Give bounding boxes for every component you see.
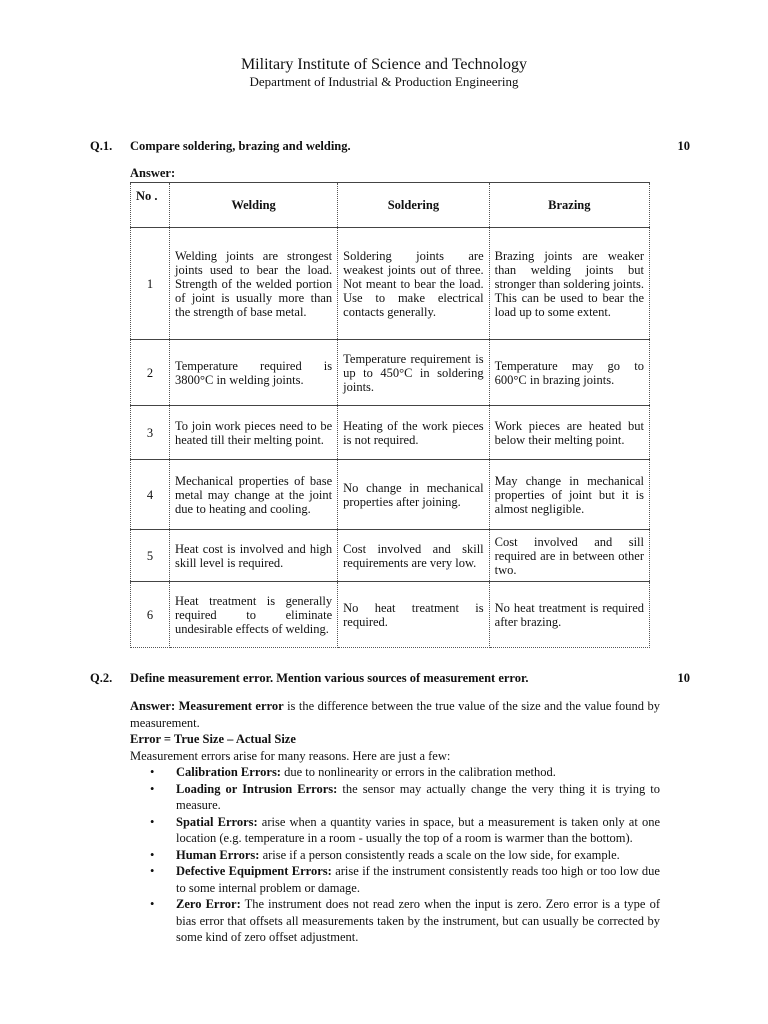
row-number: 3 [131, 406, 170, 460]
table-row [131, 530, 650, 582]
soldering-cell: No heat treatment is required. [338, 582, 490, 648]
row-number: 6 [131, 582, 170, 648]
brazing-cell: May change in mechanical properties of joint but it is almost negligible. [489, 460, 649, 530]
source-name: Spatial Errors: [176, 814, 258, 829]
header-brazing: Brazing [489, 183, 649, 228]
row-number: 2 [131, 340, 170, 406]
source-name: Calibration Errors: [176, 765, 281, 779]
answer-2-definition [130, 698, 660, 731]
brazing-cell: Cost involved and sill required are in between other two. [489, 530, 649, 582]
sources-intro: Measurement errors arise for many reasons. Here are just a few: [130, 748, 451, 763]
source-desc: The instrument does not read zero when the input is zero. Zero error is a type of bias error that offsets all measurements taken by the instrument, but can usually be corrected by some kind of zero offset adjustment. [176, 897, 660, 944]
table-row [131, 340, 650, 406]
source-name: Human Errors: [176, 847, 260, 862]
department-subtitle: Department of Industrial & Production Engineering [249, 74, 519, 89]
list-item [130, 863, 660, 896]
bullet-icon: • [150, 781, 155, 796]
soldering-cell: Soldering joints are weakest joints out of three. Not meant to bear the load. Use to make electrical contacts generally. [338, 228, 490, 340]
bullet-icon: • [150, 814, 155, 829]
institute-title: Military Institute of Science and Technology [240, 56, 528, 73]
comparison-table [130, 182, 650, 648]
welding-cell: Temperature required is 3800°C in welding joints. [170, 340, 338, 406]
question-2-text: Define measurement error. Mention various sources of measurement error. [130, 671, 529, 685]
soldering-cell: Temperature requirement is up to 450°C in soldering joints. [338, 340, 490, 406]
row-number: 5 [131, 530, 170, 582]
header-no: No . [131, 183, 170, 228]
source-name: Defective Equipment Errors: [176, 864, 332, 878]
brazing-cell: No heat treatment is required after brazing. [489, 582, 649, 648]
error-sources-list [130, 764, 660, 946]
brazing-cell: Work pieces are heated but below their melting point. [489, 406, 649, 460]
welding-cell: Mechanical properties of base metal may change at the joint due to heating and cooling. [170, 460, 338, 530]
question-1-marks: 10 [677, 139, 690, 153]
source-name: Zero Error: [176, 897, 241, 911]
brazing-cell: Brazing joints are weaker than welding joints but stronger than soldering joints. This can be used to bear the load up to some extent. [489, 228, 649, 340]
table-row [131, 406, 650, 460]
source-desc: due to nonlinearity or errors in the calibration method. [280, 765, 556, 779]
bullet-icon: • [150, 897, 155, 911]
welding-cell: To join work pieces need to be heated till their melting point. [170, 406, 338, 460]
bullet-icon: • [150, 847, 155, 862]
list-item [130, 781, 660, 814]
list-item [130, 764, 660, 781]
brazing-cell: Temperature may go to 600°C in brazing joints. [489, 340, 649, 406]
table-row [131, 582, 650, 648]
row-number: 4 [131, 460, 170, 530]
soldering-cell: No change in mechanical properties after joining. [338, 460, 490, 530]
list-item [130, 814, 660, 847]
bullet-icon: • [150, 765, 155, 779]
source-desc: the sensor may actually change the very thing it is trying to measure. [176, 781, 660, 812]
welding-cell: Welding joints are strongest joints used to bear the load. Strength of the welded portion of joint is usually more than the strength of base metal. [170, 228, 338, 340]
measurement-error-definition: is the difference between the true value of the size and the value found by measurement. [130, 699, 661, 730]
soldering-cell: Cost involved and skill requirements are very low. [338, 530, 490, 582]
error-formula-text: Error = True Size – Actual Size [130, 732, 296, 746]
table-row [131, 228, 650, 340]
header-soldering: Soldering [338, 183, 490, 228]
source-desc: arise if the instrument consistently reads too high or too low due to some internal problem or damage. [176, 864, 660, 895]
table-row [131, 460, 650, 530]
header-welding: Welding [170, 183, 338, 228]
question-2-marks: 10 [677, 671, 690, 685]
answer-2 [130, 698, 660, 946]
welding-cell: Heat treatment is generally required to eliminate undesirable effects of welding. [170, 582, 338, 648]
row-number: 1 [131, 228, 170, 340]
answer-1-label: Answer: [130, 166, 176, 180]
question-1-number: Q.1. [90, 139, 113, 153]
bullet-icon: • [150, 864, 155, 878]
measurement-error-term: Measurement error [178, 699, 284, 713]
answer-2-label: Answer: [130, 699, 176, 713]
table-header-row [131, 183, 650, 228]
list-item [130, 847, 660, 864]
source-name: Loading or Intrusion Errors: [176, 781, 338, 796]
welding-cell: Heat cost is involved and high skill level is required. [170, 530, 338, 582]
question-2-number: Q.2. [90, 671, 113, 685]
list-item [130, 896, 660, 946]
source-desc: arise when a quantity varies in space, but a measurement is taken only at one location (e.g. temperature in a room - usually the top of a room is warmer than the bottom). [176, 814, 660, 845]
source-desc: arise if a person consistently reads a scale on the low side, for example. [259, 847, 620, 862]
error-formula [130, 731, 660, 748]
soldering-cell: Heating of the work pieces is not required. [338, 406, 490, 460]
question-1-text: Compare soldering, brazing and welding. [130, 139, 351, 153]
